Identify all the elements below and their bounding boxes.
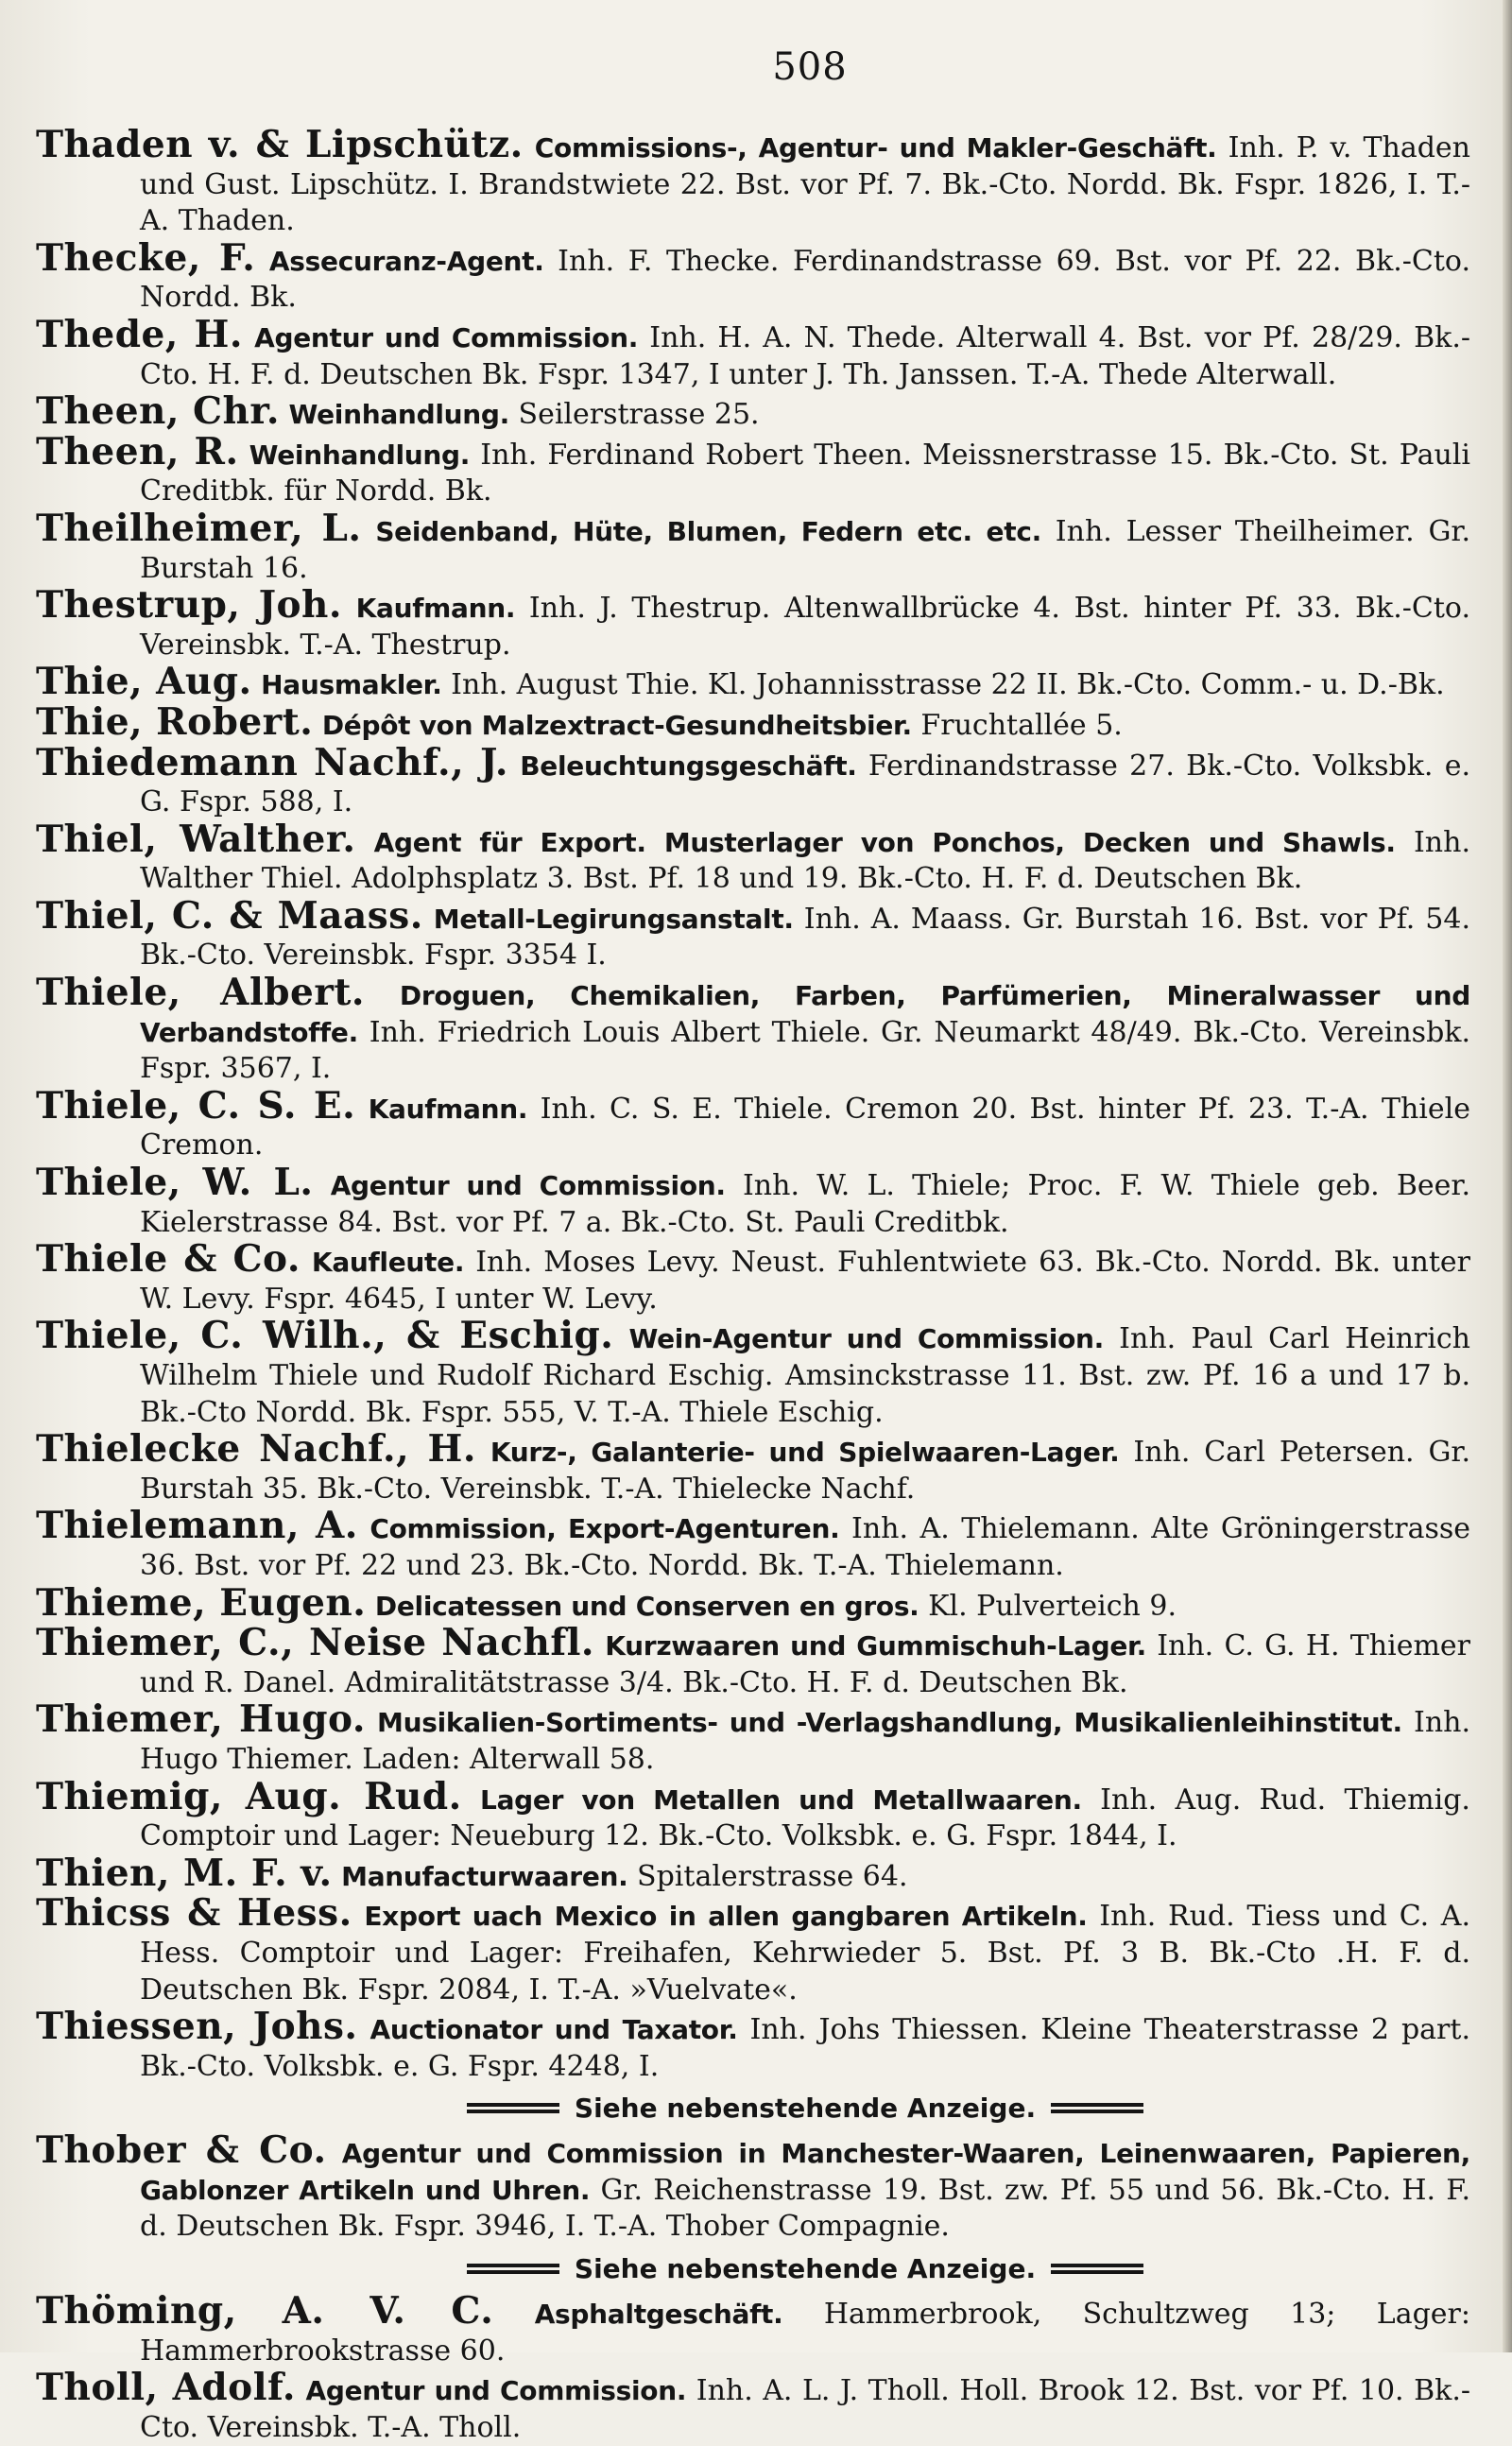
firm-name: Thien, M. F. v. bbox=[36, 1851, 333, 1895]
directory-entry bbox=[36, 1891, 1470, 2008]
entry-details: Inh. Friedrich Louis Albert Thiele. Gr. Neumarkt 48/49. Bk.-Cto. Vereinsbk. Fspr. 3567, I. bbox=[140, 1015, 1470, 1086]
entry-details: Inh. Johs Thiessen. Kleine Theaterstrasse 2 part. Bk.-Cto. Volksbk. e. G. Fspr. 4248, I. bbox=[140, 2013, 1470, 2083]
firm-name: Thiemer, Hugo. bbox=[36, 1697, 366, 1742]
directory-entries bbox=[36, 123, 1471, 2446]
entry-details: Inh. Rud. Tiess und C. A. Hess. Comptoir und Lager: Freihafen, Kehrwieder 5. Bst. Pf. 3 B. Bk.-Cto .H. F. d. Deutschen Bk. Fspr. 2084, I. T.-A. »Vuelvate«. bbox=[140, 1900, 1470, 2007]
directory-entry bbox=[36, 123, 1470, 240]
business-type: Agentur und Commission in Manchester-Waaren, Leinenwaaren, Papieren, Gablonzer Artikeln und Uhren. bbox=[140, 2138, 1470, 2206]
firm-name: Thiele, W. L. bbox=[36, 1161, 314, 1205]
firm-name: Thiemig, Aug. Rud. bbox=[36, 1774, 462, 1818]
firm-name: Thielecke Nachf., H. bbox=[36, 1427, 476, 1472]
business-type: Manufacturwaaren. bbox=[341, 1860, 628, 1892]
business-type: Export uach Mexico in allen gangbaren Artikeln. bbox=[364, 1901, 1088, 1933]
directory-entry bbox=[36, 312, 1471, 393]
business-type: Agentur und Commission. bbox=[305, 2375, 687, 2407]
entry-details: Fruchtallée 5. bbox=[920, 708, 1123, 742]
entry-details: Inh. W. L. Thiele; Proc. F. W. Thiele geb. Beer. Kielerstrasse 84. Bst. vor Pf. 7 a. Bk.-Cto. St. Pauli Creditbk. bbox=[140, 1169, 1471, 1239]
business-type: Kaufmann. bbox=[355, 593, 516, 625]
directory-entry bbox=[36, 699, 1470, 745]
business-type: Delicatessen und Conserven en gros. bbox=[374, 1590, 919, 1622]
firm-name: Thiedemann Nachf., J. bbox=[36, 740, 508, 784]
directory-entry bbox=[36, 1621, 1470, 1701]
business-type: Weinhandlung. bbox=[288, 399, 509, 431]
entry-details: Ferdinandstrasse 27. Bk.-Cto. Volksbk. e. G. Fspr. 588, I. bbox=[140, 749, 1470, 819]
entry-details: Inh. Hugo Thiemer. Laden: Alterwall 58. bbox=[140, 1706, 1470, 1776]
double-rule-right bbox=[1051, 2264, 1143, 2274]
entry-details: Hammerbrook, Schultzweg 13; Lager: Hammerbrookstrasse 60. bbox=[140, 2298, 1470, 2368]
business-type: Kaufmann. bbox=[368, 1093, 528, 1125]
directory-entry bbox=[36, 1851, 1470, 1896]
firm-name: Thielemann, A. bbox=[36, 1504, 358, 1548]
entry-details: Kl. Pulverteich 9. bbox=[928, 1589, 1177, 1623]
firm-name: Thiele, C. S. E. bbox=[36, 1083, 356, 1128]
business-type: Agentur und Commission. bbox=[254, 321, 639, 353]
business-type: Commission, Export-Agenturen. bbox=[369, 1513, 840, 1545]
directory-entry bbox=[36, 1504, 1471, 1584]
business-type: Seidenband, Hüte, Blumen, Federn etc. etc. bbox=[375, 515, 1041, 547]
directory-entry bbox=[36, 660, 1470, 704]
directory-entry bbox=[36, 2128, 1470, 2246]
entry-details: Inh. H. A. N. Thede. Alterwall 4. Bst. vor Pf. 28/29. Bk.-Cto. H. F. d. Deutschen Bk. Fspr. 1347, I unter J. Th. Janssen. T.-A. Thede Alterwall. bbox=[140, 320, 1471, 391]
entry-details: Seilerstrasse 25. bbox=[518, 398, 760, 432]
business-type: Commissions-, Agentur- und Makler-Geschäft. bbox=[534, 132, 1217, 164]
directory-entry bbox=[36, 1697, 1470, 1778]
firm-name: Thober & Co. bbox=[36, 2128, 327, 2173]
entry-details: Inh. Walther Thiel. Adolphsplatz 3. Bst. Pf. 18 und 19. Bk.-Cto. H. F. d. Deutschen Bk. bbox=[140, 825, 1470, 896]
entry-details: Inh. A. Thielemann. Alte Gröningerstrasse 36. Bst. vor Pf. 22 und 23. Bk.-Cto. Nordd. Bk. T.-A. Thielemann. bbox=[140, 1512, 1471, 1582]
entry-details: Inh. A. L. J. Tholl. Holl. Brook 12. Bst. vor Pf. 10. Bk.-Cto. Vereinsbk. T.-A. Tholl. bbox=[140, 2374, 1470, 2444]
directory-entry bbox=[36, 971, 1470, 1088]
business-type: Auctionator und Taxator. bbox=[369, 2014, 738, 2046]
directory-entry bbox=[36, 1161, 1471, 1241]
firm-name: Tholl, Adolf. bbox=[36, 2366, 296, 2410]
entry-details: Inh. C. G. H. Thiemer und R. Danel. Admiralitätstrasse 3/4. Bk.-Cto. H. F. d. Deutschen Bk. bbox=[140, 1629, 1470, 1699]
advertisement-notice bbox=[140, 2249, 1470, 2287]
business-type: Lager von Metallen und Metallwaaren. bbox=[480, 1783, 1082, 1816]
firm-name: Thede, H. bbox=[36, 312, 243, 356]
entry-details: Inh. J. Thestrup. Altenwallbrücke 4. Bst. hinter Pf. 33. Bk.-Cto. Vereinsbk. T.-A. Thestrup. bbox=[140, 592, 1470, 662]
directory-entry bbox=[36, 429, 1470, 510]
page-number: 508 bbox=[772, 45, 848, 89]
business-type: Assecuranz-Agent. bbox=[268, 245, 544, 277]
firm-name: Thiele, C. Wilh., & Eschig. bbox=[36, 1314, 614, 1358]
entry-details: Spitalerstrasse 64. bbox=[637, 1859, 908, 1893]
entry-details: Inh. A. Maass. Gr. Burstah 16. Bst. vor Pf. 54. Bk.-Cto. Vereinsbk. Fspr. 3354 I. bbox=[140, 902, 1471, 973]
business-type: Dépôt von Malzextract-Gesundheitsbier. bbox=[321, 709, 912, 741]
directory-entry bbox=[36, 817, 1470, 898]
directory-entry bbox=[36, 2366, 1470, 2446]
entry-details: Inh. Lesser Theilheimer. Gr. Burstah 16. bbox=[140, 514, 1470, 585]
firm-name: Thiemer, C., Neise Nachfl. bbox=[36, 1621, 594, 1665]
firm-name: Thecke, F. bbox=[36, 235, 256, 280]
business-type: Weinhandlung. bbox=[249, 439, 471, 471]
entry-details: Inh. Carl Petersen. Gr. Burstah 35. Bk.-Cto. Vereinsbk. T.-A. Thielecke Nachf. bbox=[140, 1436, 1470, 1506]
firm-name: Theen, R. bbox=[36, 429, 239, 474]
business-type: Beleuchtungsgeschäft. bbox=[520, 749, 857, 782]
entry-details: Inh. August Thie. Kl. Johannisstrasse 22 II. Bk.-Cto. Comm.- u. D.-Bk. bbox=[451, 668, 1445, 702]
directory-entry bbox=[36, 1774, 1470, 1855]
double-rule-left bbox=[467, 2264, 559, 2274]
firm-name: Thiel, C. & Maass. bbox=[36, 893, 423, 938]
business-type: Agentur und Commission. bbox=[330, 1170, 726, 1202]
business-type: Kaufleute. bbox=[311, 1247, 465, 1279]
page-edge-shadow bbox=[1503, 0, 1512, 2352]
double-rule-right bbox=[1051, 2103, 1143, 2113]
firm-name: Thiele, Albert. bbox=[36, 971, 365, 1015]
firm-name: Theilheimer, L. bbox=[36, 506, 362, 550]
directory-entry bbox=[36, 1083, 1470, 1164]
business-type: Agent für Export. Musterlager von Ponchos, Decken und Shawls. bbox=[373, 826, 1396, 858]
firm-name: Thie, Robert. bbox=[36, 699, 314, 744]
directory-entry bbox=[36, 506, 1470, 587]
business-type: Musikalien-Sortiments- und -Verlagshandlung, Musikalienleihinstitut. bbox=[377, 1707, 1402, 1739]
directory-entry bbox=[36, 893, 1471, 974]
entry-details: Inh. Paul Carl Heinrich Wilhelm Thiele und Rudolf Richard Eschig. Amsinckstrasse 11. Bst. zw. Pf. 16 a und 17 b. Bk.-Cto Nordd. Bk. Fspr. 555, V. T.-A. Thiele Eschig. bbox=[140, 1322, 1470, 1429]
firm-name: Thie, Aug. bbox=[36, 660, 252, 704]
directory-entry bbox=[36, 2005, 1470, 2085]
entry-details: Gr. Reichenstrasse 19. Bst. zw. Pf. 55 und 56. Bk.-Cto. H. F. d. Deutschen Bk. Fspr. 3946, I. T.-A. Thober Compagnie. bbox=[140, 2173, 1470, 2244]
entry-details: Inh. P. v. Thaden und Gust. Lipschütz. I. Brandstwiete 22. Bst. vor Pf. 7. Bk.-Cto. Nordd. Bk. Fspr. 1826, I. T.-A. Thaden. bbox=[140, 131, 1470, 238]
firm-name: Thöming, A. V. C. bbox=[36, 2289, 494, 2334]
entry-details: Inh. Ferdinand Robert Theen. Meissnerstrasse 15. Bk.-Cto. St. Pauli Creditbk. für Nordd. Bk. bbox=[140, 438, 1470, 508]
business-type: Kurzwaaren und Gummischuh-Lager. bbox=[605, 1630, 1146, 1662]
firm-name: Thaden v. & Lipschütz. bbox=[36, 123, 524, 166]
entry-details: Inh. C. S. E. Thiele. Cremon 20. Bst. hinter Pf. 23. T.-A. Thiele Cremon. bbox=[140, 1092, 1470, 1163]
firm-name: Thicss & Hess. bbox=[36, 1891, 352, 1936]
advertisement-notice bbox=[140, 2089, 1470, 2127]
directory-entry bbox=[36, 740, 1470, 821]
firm-name: Thiel, Walther. bbox=[36, 817, 356, 861]
directory-entry bbox=[36, 389, 1470, 434]
firm-name: Thestrup, Joh. bbox=[36, 583, 342, 628]
firm-name: Thieme, Eugen. bbox=[36, 1580, 367, 1625]
directory-entry bbox=[36, 1427, 1470, 1507]
entry-details: Inh. Aug. Rud. Thiemig. Comptoir und Lager: Neueburg 12. Bk.-Cto. Volksbk. e. G. Fspr. 1844, I. bbox=[140, 1783, 1470, 1853]
directory-entry bbox=[36, 235, 1471, 317]
business-type: Droguen, Chemikalien, Farben, Parfümerien, Mineralwasser und Verbandstoffe. bbox=[140, 980, 1470, 1048]
business-type: Kurz-, Galanterie- und Spielwaaren-Lager. bbox=[490, 1437, 1120, 1469]
business-type: Hausmakler. bbox=[261, 669, 442, 701]
entry-details: Inh. F. Thecke. Ferdinandstrasse 69. Bst. vor Pf. 22. Bk.-Cto. Nordd. Bk. bbox=[140, 244, 1471, 315]
directory-entry bbox=[36, 1314, 1470, 1431]
firm-name: Thiessen, Johs. bbox=[36, 2005, 358, 2049]
entry-details: Inh. Moses Levy. Neust. Fuhlentwiete 63. Bk.-Cto. Nordd. Bk. unter W. Levy. Fspr. 4645, I unter W. Levy. bbox=[140, 1246, 1470, 1316]
directory-entry bbox=[36, 2289, 1470, 2369]
business-type: Asphaltgeschäft. bbox=[534, 2299, 783, 2331]
directory-entry bbox=[36, 1237, 1470, 1318]
notice-text: Siehe nebenstehende Anzeige. bbox=[574, 2092, 1037, 2124]
directory-entry bbox=[36, 1580, 1470, 1626]
firm-name: Theen, Chr. bbox=[36, 389, 280, 434]
notice-text: Siehe nebenstehende Anzeige. bbox=[574, 2252, 1037, 2284]
directory-entry bbox=[36, 583, 1470, 663]
double-rule-left bbox=[467, 2103, 559, 2113]
business-type: Wein-Agentur und Commission. bbox=[628, 1323, 1105, 1355]
firm-name: Thiele & Co. bbox=[36, 1237, 301, 1282]
business-type: Metall-Legirungsanstalt. bbox=[433, 903, 794, 935]
